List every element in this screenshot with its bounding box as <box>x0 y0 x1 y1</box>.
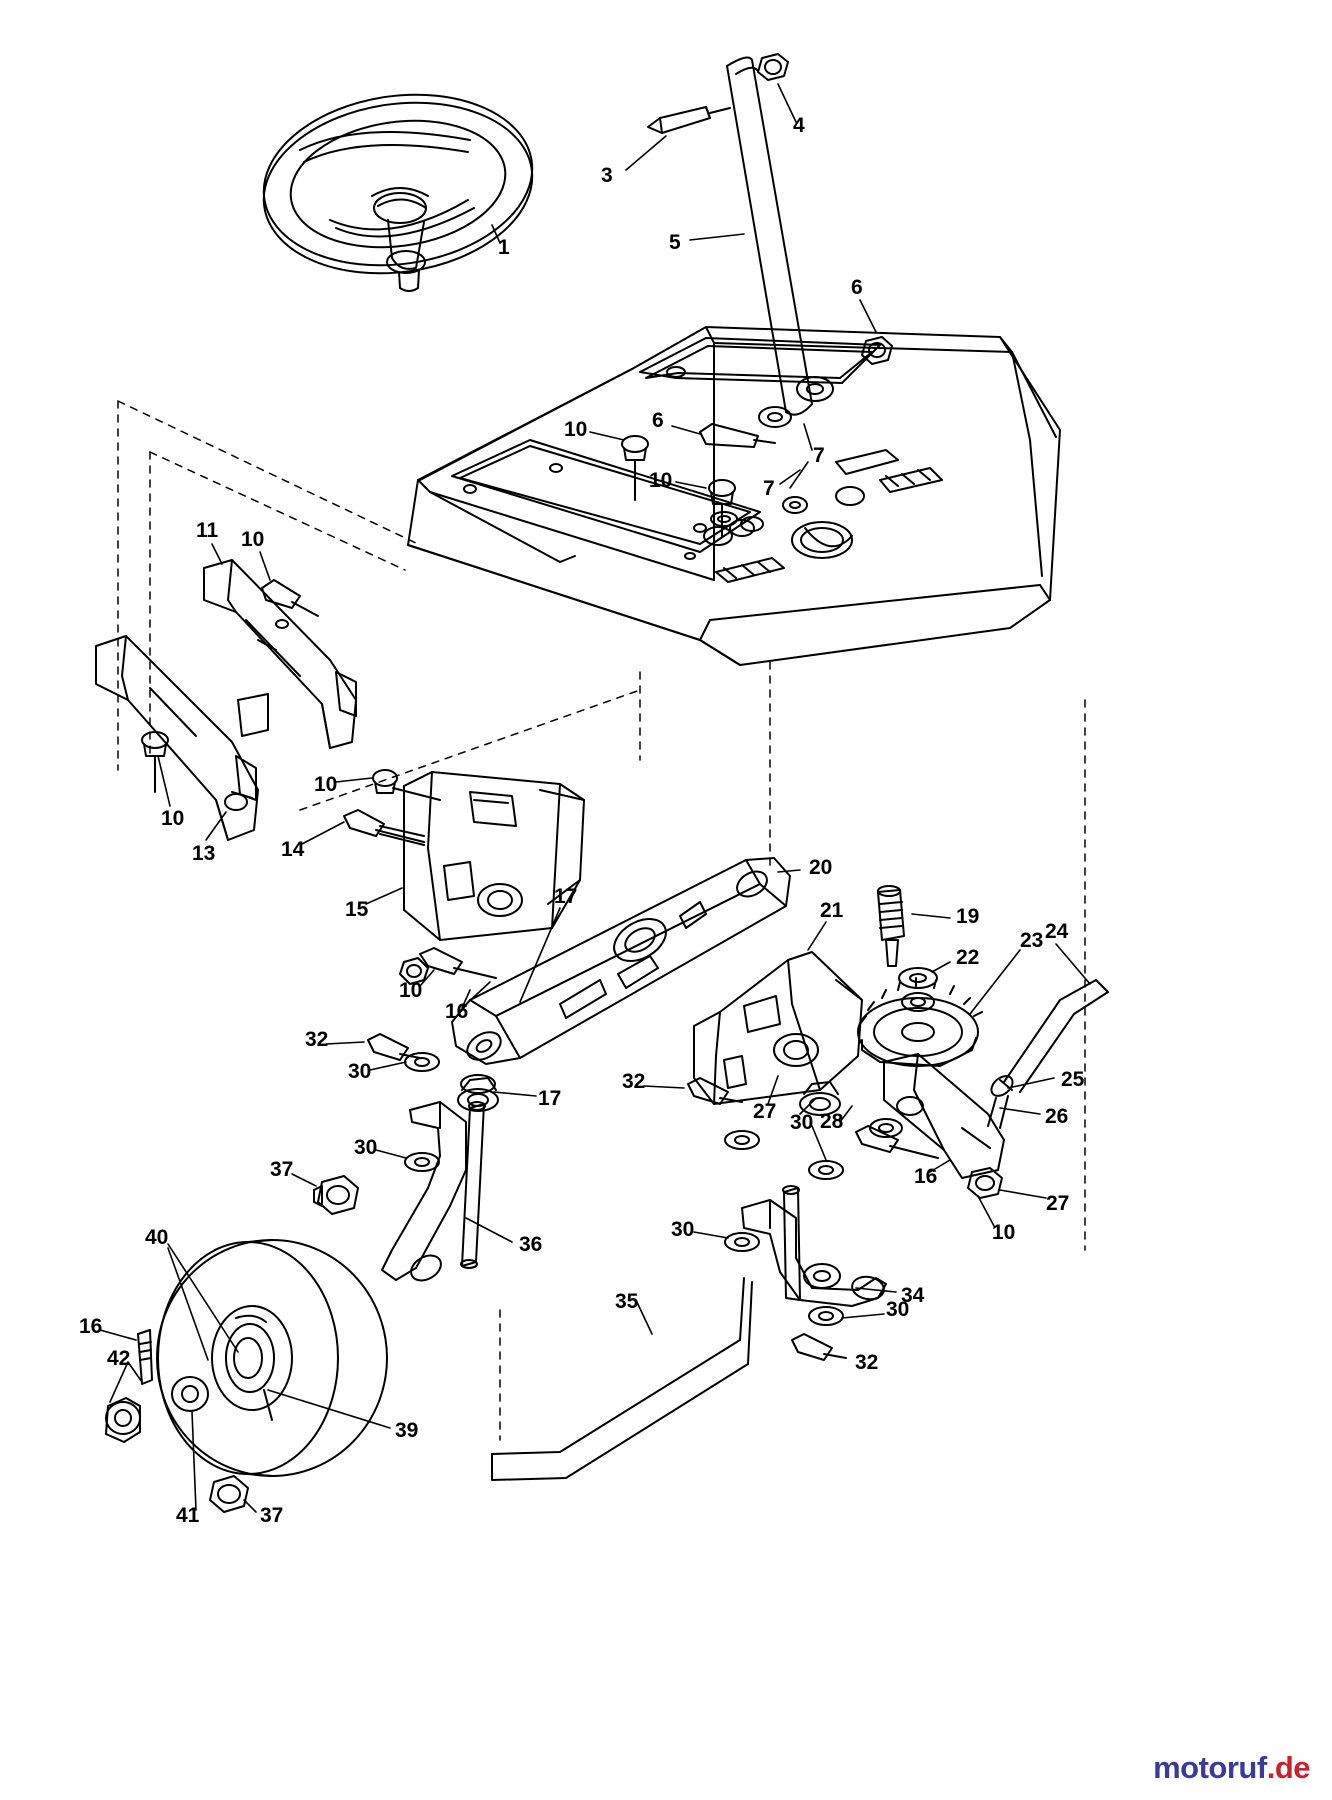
callout-number: 30 <box>886 1298 910 1321</box>
right-spindle-arm-part-34 <box>742 1186 886 1306</box>
callout-number: 3 <box>601 164 613 187</box>
callout-number: 32 <box>622 1070 646 1093</box>
nut-part-37-wheel <box>210 1476 248 1512</box>
bolt-part-3 <box>648 107 730 133</box>
callout-number: 20 <box>809 856 833 879</box>
callout-number: 32 <box>305 1028 329 1051</box>
bolt-part-16-wheel <box>138 1330 152 1384</box>
callout-number: 42 <box>107 1347 131 1370</box>
callout-number: 19 <box>956 905 980 928</box>
callout-number: 37 <box>270 1158 294 1181</box>
callout-number: 32 <box>855 1351 879 1374</box>
callout-number: 17 <box>538 1087 562 1110</box>
callout-number: 17 <box>554 885 578 908</box>
callout-number: 10 <box>564 418 588 441</box>
callout-number: 34 <box>901 1284 925 1307</box>
callout-number: 35 <box>615 1290 639 1313</box>
axle-support-part-21 <box>694 952 862 1104</box>
callout-number: 23 <box>1020 929 1044 952</box>
callout-number: 22 <box>956 946 980 969</box>
callout-number: 26 <box>1045 1105 1069 1128</box>
callout-number: 11 <box>196 519 219 542</box>
callout-number: 40 <box>145 1226 169 1249</box>
steering-wheel-part-1 <box>253 78 544 291</box>
callout-number: 16 <box>79 1315 103 1338</box>
callout-number: 30 <box>790 1111 814 1134</box>
callout-number: 21 <box>820 899 844 922</box>
callout-number: 10 <box>241 528 265 551</box>
callout-number: 7 <box>763 477 775 500</box>
bolt-part-14 <box>344 810 424 845</box>
locknut-part-4 <box>758 54 788 80</box>
nut-part-37-left <box>314 1176 358 1214</box>
site-watermark <box>1153 1750 1310 1786</box>
callout-number: 15 <box>345 898 369 921</box>
callout-number: 30 <box>671 1218 695 1241</box>
callout-number: 10 <box>649 469 673 492</box>
bolt-part-16-right <box>856 1126 938 1158</box>
callout-number: 25 <box>1061 1068 1085 1091</box>
callout-number: 16 <box>445 1000 469 1023</box>
callout-number: 28 <box>820 1110 844 1133</box>
callout-number: 6 <box>851 276 863 299</box>
callout-number: 24 <box>1045 920 1069 943</box>
dash-console-assembly <box>408 327 1060 665</box>
hub-cap-part-42 <box>106 1398 140 1442</box>
bracket-part-11 <box>204 560 356 748</box>
carriage-bolt-part-10-dash <box>622 436 648 500</box>
callout-number: 10 <box>314 773 338 796</box>
front-wheel-part-40 <box>157 1240 387 1476</box>
callout-number: 1 <box>498 236 510 259</box>
front-axle-part-20 <box>452 858 790 1065</box>
callout-number: 36 <box>519 1233 543 1256</box>
callout-number: 7 <box>813 444 825 467</box>
sector-gear-part-23 <box>858 978 982 1066</box>
bushing-part-7 <box>759 377 833 427</box>
callout-number: 30 <box>354 1136 378 1159</box>
bolt-part-32-left <box>368 1034 420 1060</box>
callout-number: 10 <box>399 979 423 1002</box>
callout-number: 4 <box>793 114 805 137</box>
callout-number: 6 <box>652 409 664 432</box>
washer-part-41 <box>172 1377 208 1411</box>
nut-part-6-upper <box>862 337 892 364</box>
watermark-tld: de <box>1274 1750 1310 1785</box>
steering-arm-bracket <box>884 1054 1004 1178</box>
pinion-shaft-part-19 <box>878 886 904 966</box>
left-spindle-arm-part-36 <box>382 1102 485 1286</box>
callout-number: 10 <box>992 1221 1016 1244</box>
callout-number: 27 <box>753 1100 777 1123</box>
steering-shaft-part-5 <box>727 58 812 415</box>
callout-number: 27 <box>1046 1192 1070 1215</box>
washer-part-22 <box>899 968 937 1011</box>
bolt-part-6-lower <box>700 424 775 447</box>
callout-number: 10 <box>161 807 185 830</box>
watermark-dot: . <box>1266 1750 1275 1785</box>
watermark-main: motoruf <box>1153 1750 1267 1785</box>
callout-number: 13 <box>192 842 216 865</box>
callout-number: 39 <box>395 1419 419 1442</box>
callout-number: 5 <box>669 231 681 254</box>
callout-number: 41 <box>176 1504 200 1527</box>
callout-number: 14 <box>281 838 305 861</box>
callout-number: 37 <box>260 1504 284 1527</box>
callout-number: 30 <box>348 1060 372 1083</box>
left-spindle-hub <box>458 1075 498 1111</box>
callout-number: 16 <box>914 1165 938 1188</box>
